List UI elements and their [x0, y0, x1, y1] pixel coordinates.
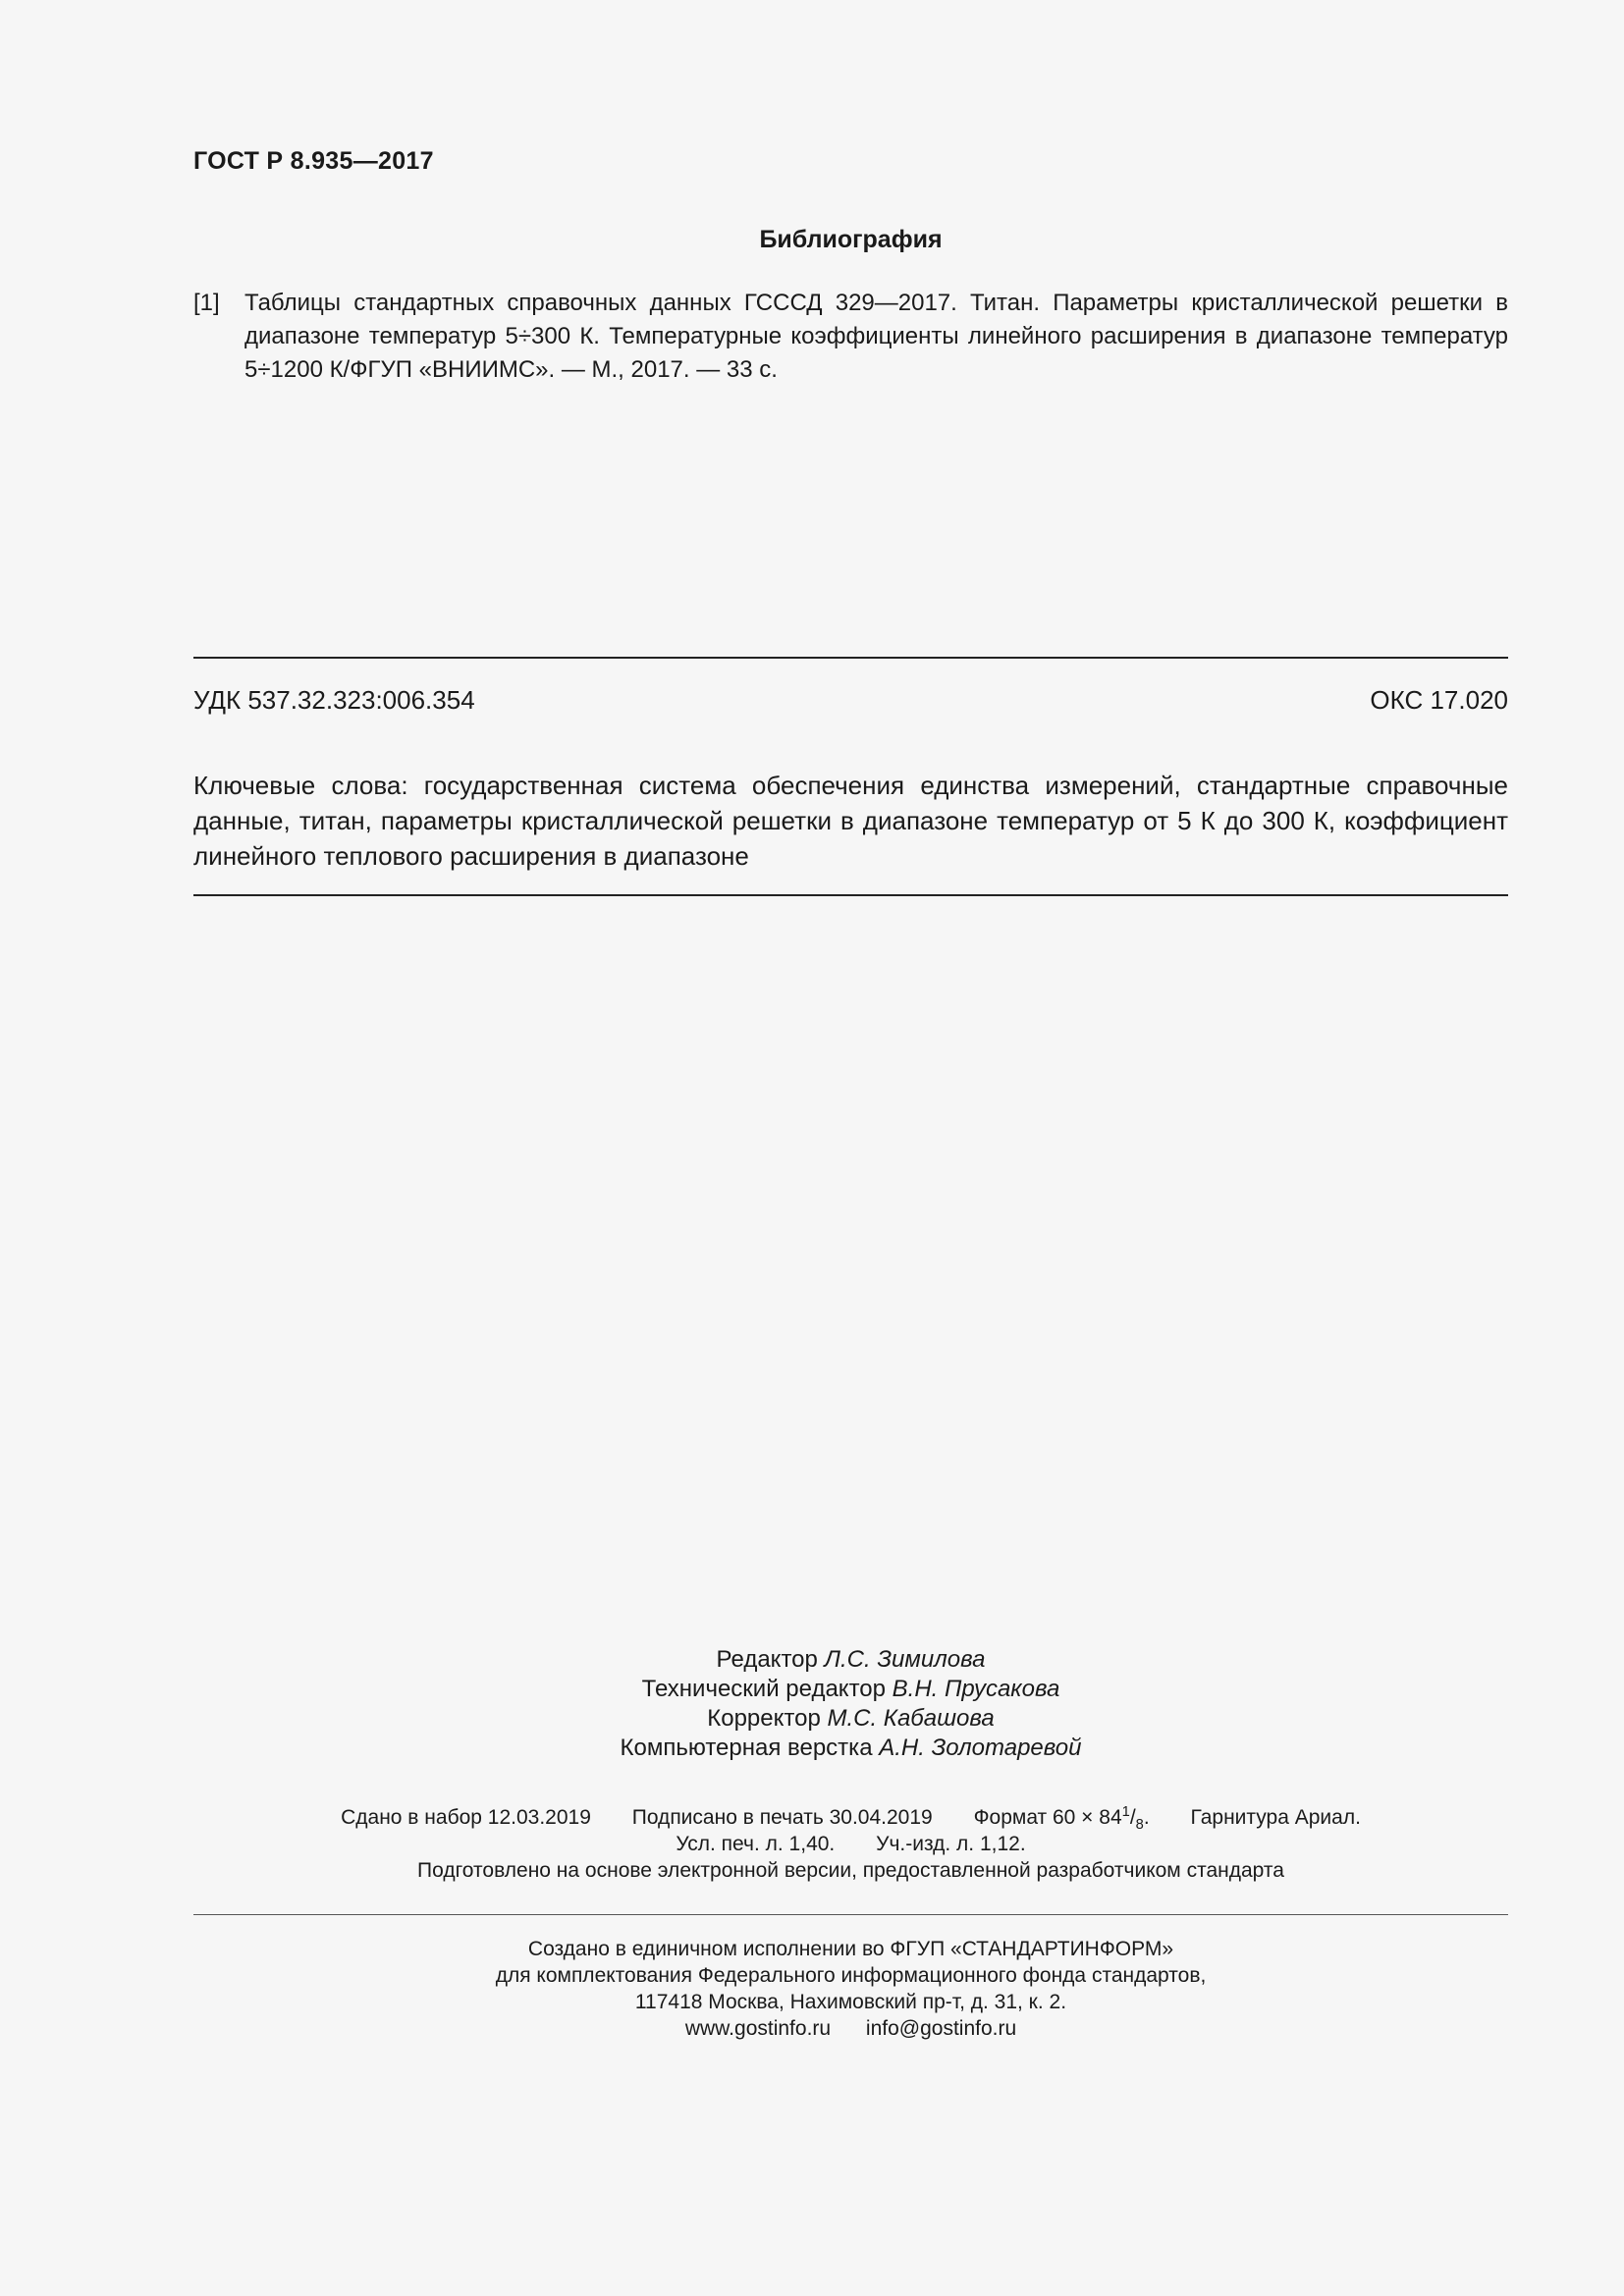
email-link[interactable]: info@gostinfo.ru — [865, 2017, 1017, 2040]
print-sheets: Усл. печ. л. 1,40. — [676, 1833, 836, 1855]
publisher-contacts — [193, 2015, 1508, 2042]
credit-corrector — [193, 1704, 1508, 1734]
publisher-line-3: 117418 Москва, Нахимовский пр-т, д. 31, к. 2. — [634, 1991, 1067, 2013]
print-date: Подписано в печать 30.04.2019 — [631, 1806, 933, 1829]
bibliography-entry — [193, 287, 1508, 387]
credit-role: Редактор — [716, 1646, 818, 1673]
format-suffix: . — [1143, 1806, 1150, 1829]
standard-number: ГОСТ Р 8.935—2017 — [193, 147, 434, 175]
credit-layout — [193, 1734, 1508, 1763]
imprint-block — [193, 1804, 1508, 1884]
typeset-date: Сдано в набор 12.03.2019 — [341, 1806, 591, 1829]
publisher-line-1: Создано в единичном исполнении во ФГУП «СТАНДАРТИНФОРМ» — [527, 1938, 1174, 1960]
publisher-block — [193, 1936, 1508, 2042]
credit-tech-editor — [193, 1675, 1508, 1704]
udk-code: УДК 537.32.323:006.354 — [193, 685, 475, 715]
website-link[interactable]: www.gostinfo.ru — [684, 2017, 832, 2040]
prepared-note: Подготовлено на основе электронной версии, предоставленной разработчиком стандарта — [417, 1859, 1284, 1882]
publisher-line-2: для комплектования Федерального информационного фонда стандартов, — [495, 1964, 1207, 1987]
format-prefix: Формат 60 × 84 — [973, 1806, 1122, 1829]
divider-publisher — [193, 1914, 1508, 1915]
bibliography-entry-text: Таблицы стандартных справочных данных ГСССД 329—2017. Титан. Параметры кристаллической решетки в диапазоне температур 5÷300 К. Температурные коэффициенты линейного расширения в диапазоне температур 5÷1200 К/ФГУП «ВНИИМС». — М., 2017. — 33 с. — [244, 290, 1508, 383]
imprint-row-1 — [193, 1804, 1508, 1834]
credit-role: Корректор — [707, 1705, 821, 1732]
format-sub: 8 — [1135, 1817, 1144, 1834]
credits-block — [193, 1645, 1508, 1763]
format-slash: / — [1129, 1806, 1136, 1829]
credit-name: А.Н. Золотаревой — [879, 1735, 1082, 1761]
credit-name: Л.С. Зимилова — [824, 1646, 986, 1673]
keywords-text: Ключевые слова: государственная система обеспечения единства измерений, стандартные справочные данные, титан, параметры кристаллической решетки в диапазоне температур от 5 К до 300 К, коэффициент линейного теплового расширения в диапазоне — [193, 771, 1508, 871]
imprint-row-2 — [193, 1831, 1508, 1857]
oks-code: ОКС 17.020 — [1370, 685, 1508, 715]
bibliography-heading: Библиография — [759, 226, 943, 253]
credit-role: Компьютерная верстка — [620, 1735, 873, 1761]
divider-top — [193, 657, 1508, 659]
imprint-row-3 — [193, 1857, 1508, 1884]
divider-keywords — [193, 894, 1508, 896]
classification-row — [193, 685, 1508, 716]
credit-role: Технический редактор — [641, 1676, 886, 1702]
credit-editor — [193, 1645, 1508, 1675]
typeface: Гарнитура Ариал. — [1190, 1806, 1361, 1829]
format-sup: 1 — [1121, 1804, 1130, 1820]
bibliography-entry-number: [1] — [193, 290, 220, 316]
page-format — [973, 1804, 1150, 1834]
publisher-sheets: Уч.-изд. л. 1,12. — [876, 1833, 1026, 1855]
credit-name: В.Н. Прусакова — [892, 1676, 1060, 1702]
credit-name: М.С. Кабашова — [827, 1705, 995, 1732]
